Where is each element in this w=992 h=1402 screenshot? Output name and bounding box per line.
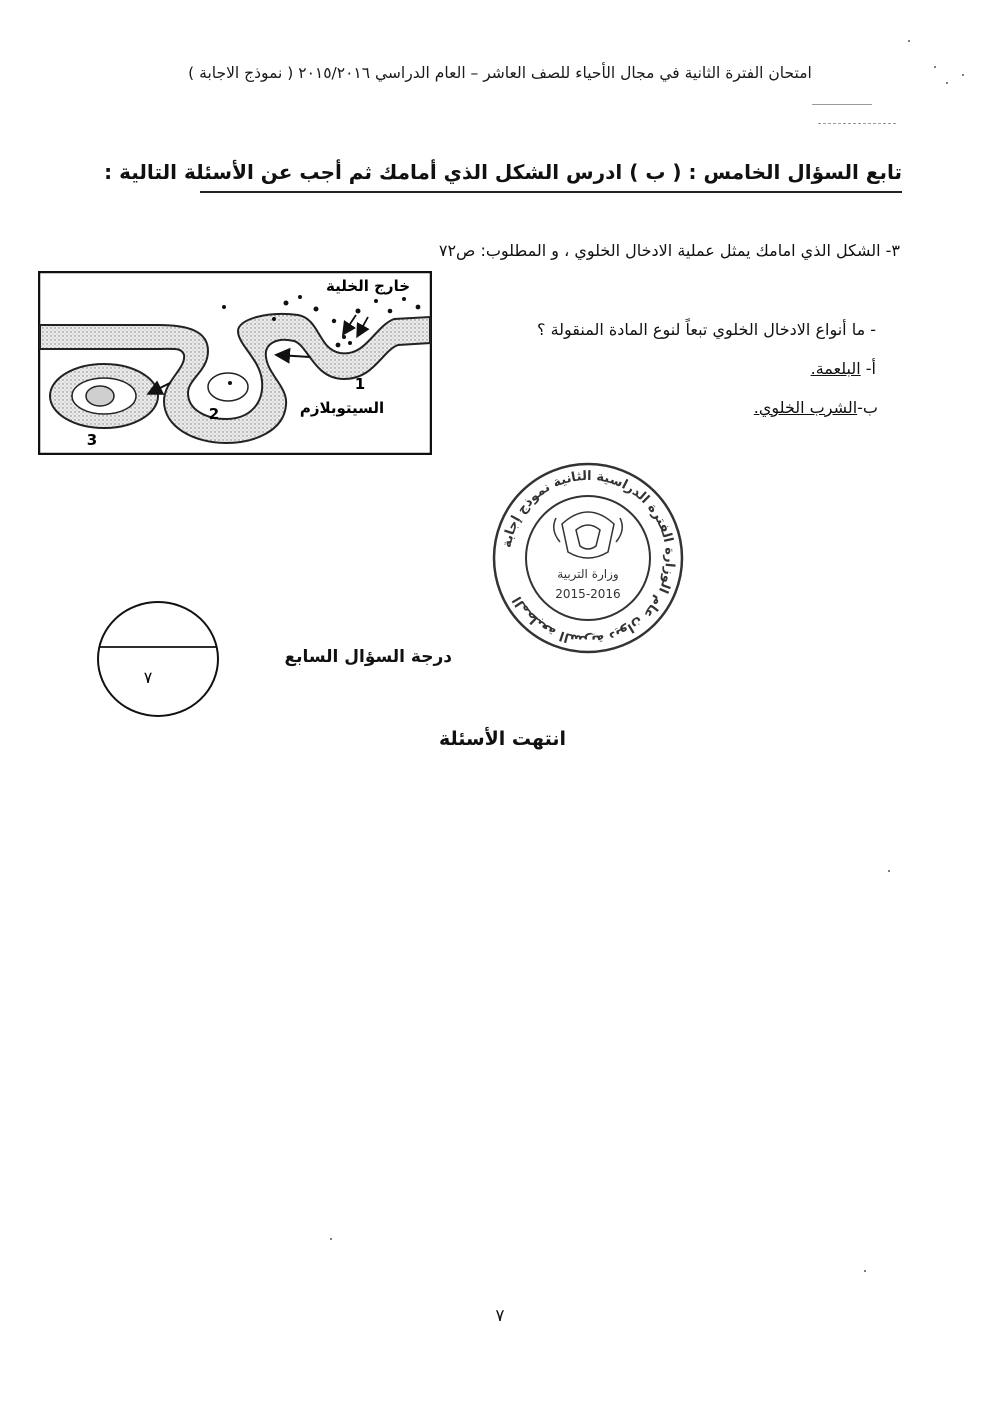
answer-b-prefix: ب- <box>857 398 878 417</box>
answer-a-text: البلعمة. <box>810 359 861 378</box>
grade-label: درجة السؤال السابع <box>284 647 452 667</box>
answer-a-prefix: أ- <box>860 359 876 378</box>
question-3: ٣- الشكل الذي امامك يمثل عملية الادخال الخلوي ، و المطلوب: ص٧٢ <box>438 241 900 260</box>
grade-circle <box>96 600 220 718</box>
scan-speck <box>946 82 948 84</box>
scan-speck <box>888 870 890 872</box>
exam-header: امتحان الفترة الثانية في مجال الأحياء للصف العاشر – العام الدراسي ٢٠١٥/٢٠١٦ ( نموذج الاجابة ) <box>188 64 812 82</box>
stamp-outer-text: المطبعة السرية ديوان عام الوزارة الفترة الدراسية الثانية نموذج إجابة <box>499 468 678 648</box>
emblem-icon <box>554 512 623 558</box>
end-of-questions: انتهت الأسئلة <box>438 728 566 750</box>
answer-b-text: الشرب الخلوي. <box>753 398 858 417</box>
endocytosis-diagram <box>38 271 432 455</box>
forming-vesicle <box>208 373 248 401</box>
answer-a <box>600 359 876 378</box>
scan-speck <box>934 66 936 68</box>
stamp-ministry: وزارة التربية <box>557 567 619 581</box>
scan-speck <box>864 1270 866 1272</box>
sub-question: - ما أنواع الادخال الخلوي تبعاً لنوع المادة المنقولة ؟ <box>536 320 876 339</box>
scan-speck <box>962 74 964 76</box>
cytoplasm-label: السيتوبلازم <box>299 399 385 417</box>
header-scribble <box>812 104 872 105</box>
stamp-year: 2015-2016 <box>555 587 621 601</box>
header-scribble <box>818 123 896 124</box>
scan-speck <box>908 40 910 42</box>
label-1: 1 <box>354 375 366 393</box>
grade-max: ٧ <box>143 668 153 687</box>
section-title: تابع السؤال الخامس : ( ب ) ادرس الشكل الذي أمامك ثم أجب عن الأسئلة التالية : <box>200 160 902 193</box>
scan-speck <box>330 1238 332 1240</box>
answer-b <box>600 398 878 417</box>
vesicle-3-content <box>86 386 114 406</box>
official-stamp <box>490 460 686 656</box>
page-number: ٧ <box>495 1306 505 1326</box>
label-2: 2 <box>208 405 220 423</box>
label-3: 3 <box>86 431 98 449</box>
outside-cell-label: خارج الخلية <box>325 277 411 295</box>
